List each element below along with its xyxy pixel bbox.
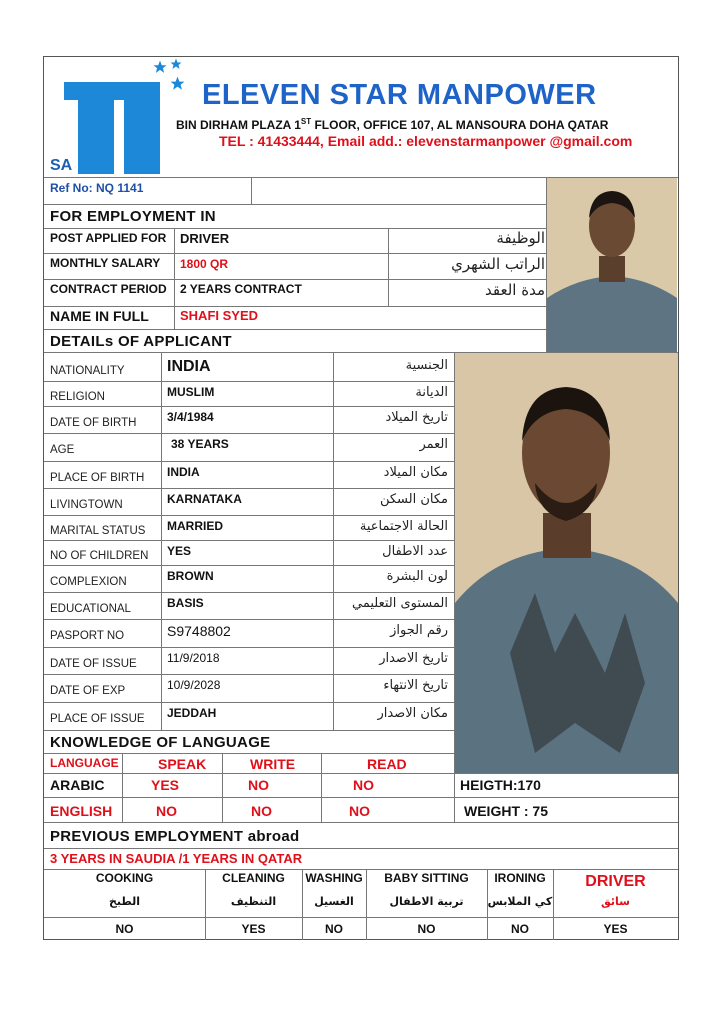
detail-arabic-place-of-birth: مكان الميلاد [383, 465, 448, 480]
detail-value-date-of-issue: 11/9/2018 [167, 651, 220, 665]
star-icon [170, 76, 185, 91]
detail-value-complexion: BROWN [167, 569, 214, 583]
detail-value-place-of-birth: INDIA [167, 465, 200, 479]
star-icon [153, 60, 167, 74]
skill-header-cleaning: CLEANING [222, 871, 285, 885]
company-logo [50, 60, 175, 176]
detail-value-passport: S9748802 [167, 623, 231, 639]
employment-value-salary: 1800 QR [180, 257, 229, 271]
skill-arabic-driver: سائق [601, 895, 630, 908]
detail-label-livingtown: LIVINGTOWN [50, 499, 123, 511]
language-arabic-read: NO [353, 777, 374, 793]
detail-arabic-date-of-issue: تاريخ الاصدار [379, 651, 448, 666]
skill-value-washing: NO [325, 922, 343, 936]
detail-label-marital-status: MARITAL STATUS [50, 525, 146, 537]
skill-value-baby-sitting: NO [417, 922, 436, 936]
employment-value-post: DRIVER [180, 231, 230, 246]
detail-label-place-of-birth: PLACE OF BIRTH [50, 472, 145, 484]
employment-arabic-contract: مدة العقد [485, 281, 545, 299]
skill-header-ironing: IRONING [494, 871, 546, 885]
logo-number-one-right-flag [110, 82, 130, 100]
detail-value-educational: BASIS [167, 596, 204, 610]
detail-arabic-dob: تاريخ الميلاد [385, 410, 448, 425]
skill-value-cooking: NO [115, 922, 134, 936]
skill-value-cleaning: YES [241, 922, 266, 936]
detail-label-educational: EDUCATIONAL [50, 603, 131, 615]
language-col-write: WRITE [250, 756, 296, 772]
detail-label-age: AGE [50, 444, 75, 456]
employment-arabic-salary: الراتب الشهري [451, 255, 545, 273]
employment-heading: FOR EMPLOYMENT IN [50, 208, 216, 225]
previous-employment-detail: 3 YEARS IN SAUDIA /1 YEARS IN QATAR [50, 851, 303, 866]
detail-arabic-children: عدد الاطفال [382, 544, 448, 559]
detail-label-religion: RELIGION [50, 391, 105, 403]
detail-value-place-of-issue: JEDDAH [167, 706, 217, 720]
skill-arabic-ironing: كي الملابس [487, 895, 553, 908]
language-col-speak: SPEAK [158, 756, 207, 772]
detail-value-date-of-exp: 10/9/2028 [167, 678, 221, 692]
applicant-name: SHAFI SYED [180, 308, 259, 323]
star-icon [170, 58, 182, 70]
skill-arabic-cooking: الطبخ [108, 895, 141, 908]
detail-arabic-marital-status: الحالة الاجتماعية [359, 519, 448, 534]
company-name: ELEVEN STAR MANPOWER [202, 79, 597, 111]
detail-value-marital-status: MARRIED [167, 519, 223, 533]
skill-arabic-washing: الغسيل [314, 895, 354, 908]
company-contact: TEL : 41433444, Email add.: elevenstarmanpower @gmail.com [219, 133, 633, 149]
detail-label-complexion: COMPLEXION [50, 576, 127, 588]
logo-number-one-left-flag [64, 82, 84, 100]
language-heading: KNOWLEDGE OF LANGUAGE [50, 734, 271, 751]
detail-arabic-place-of-issue: مكان الاصدار [377, 706, 448, 721]
detail-arabic-date-of-exp: تاريخ الانتهاء [383, 678, 448, 693]
skill-header-baby-sitting: BABY SITTING [384, 871, 469, 885]
language-arabic: ARABIC [50, 777, 105, 793]
skill-value-ironing: NO [511, 922, 529, 936]
employment-value-contract: 2 YEARS CONTRACT [180, 282, 302, 296]
skill-header-cooking: COOKING [95, 871, 154, 885]
applicant-height: HEIGTH:170 [460, 777, 541, 793]
detail-arabic-religion: الديانة [415, 385, 448, 400]
skill-header-washing: WASHING [305, 871, 363, 885]
company-address: BIN DIRHAM PLAZA 1ST FLOOR, OFFICE 107, AL MANSOURA DOHA QATAR [176, 117, 609, 132]
skill-value-driver: YES [603, 922, 628, 936]
detail-arabic-age: العمر [419, 437, 448, 452]
language-english: ENGLISH [50, 803, 113, 819]
applicant-weight: WEIGHT : 75 [464, 803, 549, 819]
detail-arabic-nationality: الجنسية [405, 358, 448, 373]
applicant-photo-large [455, 353, 678, 773]
detail-label-date-of-issue: DATE OF ISSUE [50, 658, 137, 670]
details-heading: DETAILs OF APPLICANT [50, 333, 232, 350]
detail-label-dob: DATE OF BIRTH [50, 417, 137, 429]
skill-header-driver: DRIVER [585, 873, 646, 890]
previous-employment-heading: PREVIOUS EMPLOYMENT abroad [50, 828, 300, 845]
detail-value-nationality: INDIA [167, 358, 211, 375]
detail-value-age: 38 YEARS [171, 437, 229, 451]
detail-arabic-complexion: لون البشرة [386, 569, 448, 584]
reference-number: Ref No: NQ 1141 [50, 181, 144, 195]
employment-label-contract: CONTRACT PERIOD [50, 282, 167, 296]
detail-arabic-livingtown: مكان السكن [379, 492, 448, 507]
language-english-speak: NO [156, 803, 177, 819]
detail-value-livingtown: KARNATAKA [167, 492, 242, 506]
employment-arabic-post: الوظيفة [496, 229, 545, 247]
skill-arabic-cleaning: التنظيف [230, 895, 277, 908]
detail-arabic-passport: رقم الجواز [390, 623, 448, 638]
employment-label-post: POST APPLIED FOR [50, 231, 167, 245]
language-english-read: NO [349, 803, 370, 819]
detail-value-dob: 3/4/1984 [167, 410, 214, 424]
skill-arabic-baby-sitting: تربية الاطفال [389, 895, 464, 908]
language-english-write: NO [251, 803, 272, 819]
language-col-language: LANGUAGE [50, 756, 119, 770]
applicant-photo-small [547, 178, 677, 352]
language-arabic-speak: YES [151, 777, 180, 793]
detail-label-place-of-issue: PLACE OF ISSUE [50, 713, 145, 725]
detail-value-children: YES [167, 544, 192, 558]
name-label: NAME IN FULL [50, 308, 149, 324]
logo-prefix: SA [50, 157, 73, 174]
employment-label-salary: MONTHLY SALARY [50, 256, 161, 270]
detail-label-nationality: NATIONALITY [50, 365, 125, 377]
detail-label-children: NO OF CHILDREN [50, 550, 149, 562]
detail-label-date-of-exp: DATE OF EXP [50, 685, 126, 697]
language-col-read: READ [367, 756, 407, 772]
detail-label-passport: PASPORT NO [50, 630, 125, 642]
detail-value-religion: MUSLIM [167, 385, 215, 399]
language-arabic-write: NO [248, 777, 269, 793]
detail-arabic-educational: المستوى التعليمي [352, 596, 448, 611]
